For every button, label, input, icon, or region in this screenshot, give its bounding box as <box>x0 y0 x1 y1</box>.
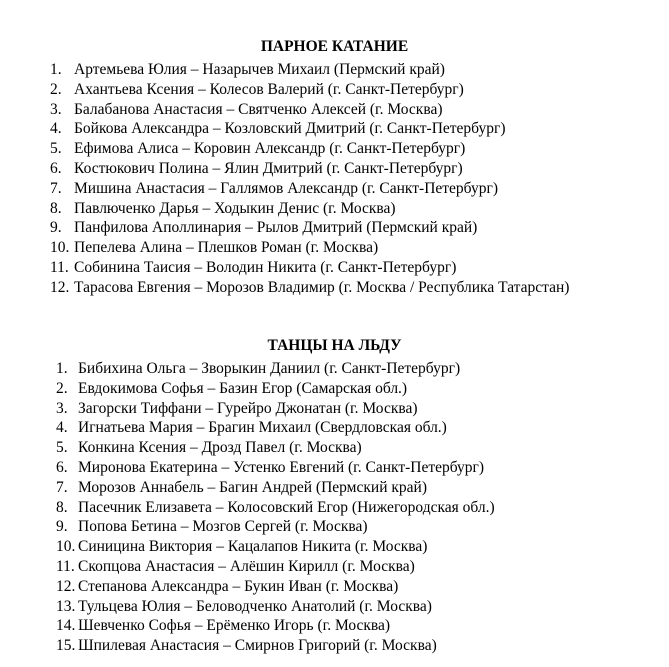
list-item <box>50 139 660 159</box>
item-text: Загорски Тиффани – Гурейро Джонатан (г. Москва) <box>78 399 418 417</box>
item-number: 2. <box>50 80 62 98</box>
list-item <box>50 199 660 219</box>
item-number: 5. <box>56 439 68 457</box>
list-item <box>56 597 656 617</box>
item-text: Скопцова Анастасия – Алёшин Кирилл (г. Москва) <box>78 557 415 575</box>
list-item <box>50 159 660 179</box>
item-number: 10. <box>56 538 76 556</box>
item-text: Собинина Таисия – Володин Никита (г. Санкт-Петербург) <box>74 258 457 276</box>
pairs-list <box>50 60 660 298</box>
list-item <box>56 616 656 636</box>
list-item <box>56 418 656 438</box>
item-text: Пасечник Елизавета – Колосовский Егор (Нижегородская обл.) <box>78 498 495 516</box>
item-text: Степанова Александра – Букин Иван (г. Москва) <box>78 577 399 595</box>
item-number: 1. <box>56 360 68 377</box>
item-number: 2. <box>56 379 68 397</box>
item-text: Игнатьева Мария – Брагин Михаил (Свердловская обл.) <box>78 419 447 437</box>
item-number: 3. <box>56 399 68 417</box>
item-number: 14. <box>56 617 76 635</box>
item-text: Балабанова Анастасия – Святченко Алексей (г. Москва) <box>74 100 443 118</box>
item-number: 7. <box>56 478 68 496</box>
list-item <box>50 218 660 238</box>
dance-list <box>56 359 656 656</box>
item-number: 7. <box>50 179 62 197</box>
item-text: Пепелева Алина – Плешков Роман (г. Москва) <box>74 239 379 257</box>
item-number: 4. <box>50 120 62 138</box>
item-number: 8. <box>50 199 62 217</box>
item-text: Бибихина Ольга – Зворыкин Даниил (г. Санкт-Петербург) <box>78 360 461 377</box>
item-text: Тарасова Евгения – Морозов Владимир (г. Москва / Республика Татарстан) <box>74 278 570 296</box>
list-item <box>56 557 656 577</box>
list-item <box>56 636 656 656</box>
item-text: Миронова Екатерина – Устенко Евгений (г. Санкт-Петербург) <box>78 458 485 476</box>
item-text: Бойкова Александра – Козловский Дмитрий (г. Санкт-Петербург) <box>74 120 506 138</box>
list-item <box>50 100 660 120</box>
list-item <box>50 278 660 298</box>
item-number: 15. <box>56 637 76 655</box>
item-text: Павлюченко Дарья – Ходыкин Денис (г. Москва) <box>74 199 396 217</box>
item-number: 5. <box>50 140 62 158</box>
item-number: 1. <box>50 61 62 78</box>
list-item <box>56 537 656 557</box>
item-number: 6. <box>50 159 62 177</box>
list-item <box>56 359 656 379</box>
dance-section-title: ТАНЦЫ НА ЛЬДУ <box>267 337 402 354</box>
list-item <box>56 498 656 518</box>
item-number: 8. <box>56 498 68 516</box>
item-text: Шпилевая Анастасия – Смирнов Григорий (г. Москва) <box>78 637 437 655</box>
item-text: Ефимова Алиса – Коровин Александр (г. Санкт-Петербург) <box>74 140 466 158</box>
list-item <box>56 379 656 399</box>
list-item <box>50 119 660 139</box>
item-number: 11. <box>50 258 69 276</box>
item-number: 4. <box>56 419 68 437</box>
item-text: Шевченко Софья – Ерёменко Игорь (г. Москва) <box>78 617 391 635</box>
item-number: 12. <box>50 278 70 296</box>
list-item <box>50 238 660 258</box>
item-number: 13. <box>56 597 76 615</box>
pairs-section-title: ПАРНОЕ КАТАНИЕ <box>260 38 409 55</box>
item-text: Костюкович Полина – Ялин Дмитрий (г. Санкт-Петербург) <box>74 159 463 177</box>
list-item <box>56 399 656 419</box>
item-number: 11. <box>56 557 75 575</box>
item-text: Тульцева Юлия – Беловодченко Анатолий (г. Москва) <box>78 597 432 615</box>
item-text: Попова Бетина – Мозгов Сергей (г. Москва) <box>78 518 368 536</box>
list-item <box>56 438 656 458</box>
item-number: 9. <box>56 518 68 536</box>
item-number: 12. <box>56 577 76 595</box>
item-text: Артемьева Юлия – Назарычев Михаил (Пермский край) <box>74 61 445 78</box>
list-item <box>56 577 656 597</box>
list-item <box>50 80 660 100</box>
item-number: 6. <box>56 458 68 476</box>
item-text: Евдокимова Софья – Базин Егор (Самарская обл.) <box>78 379 408 397</box>
list-item <box>56 458 656 478</box>
list-item <box>56 478 656 498</box>
item-text: Конкина Ксения – Дрозд Павел (г. Москва) <box>78 439 362 457</box>
item-text: Ахантьева Ксения – Колесов Валерий (г. Санкт-Петербург) <box>74 80 464 98</box>
item-text: Морозов Аннабель – Багин Андрей (Пермский край) <box>78 478 427 496</box>
list-item <box>50 60 660 80</box>
list-item <box>50 179 660 199</box>
item-text: Синицина Виктория – Кацалапов Никита (г. Москва) <box>78 538 428 556</box>
item-number: 9. <box>50 219 62 237</box>
item-number: 10. <box>50 239 70 257</box>
item-text: Мишина Анастасия – Галлямов Александр (г. Санкт-Петербург) <box>74 179 498 197</box>
list-item <box>50 258 660 278</box>
item-number: 3. <box>50 100 62 118</box>
item-text: Панфилова Аполлинария – Рылов Дмитрий (Пермский край) <box>74 219 478 237</box>
list-item <box>56 517 656 537</box>
